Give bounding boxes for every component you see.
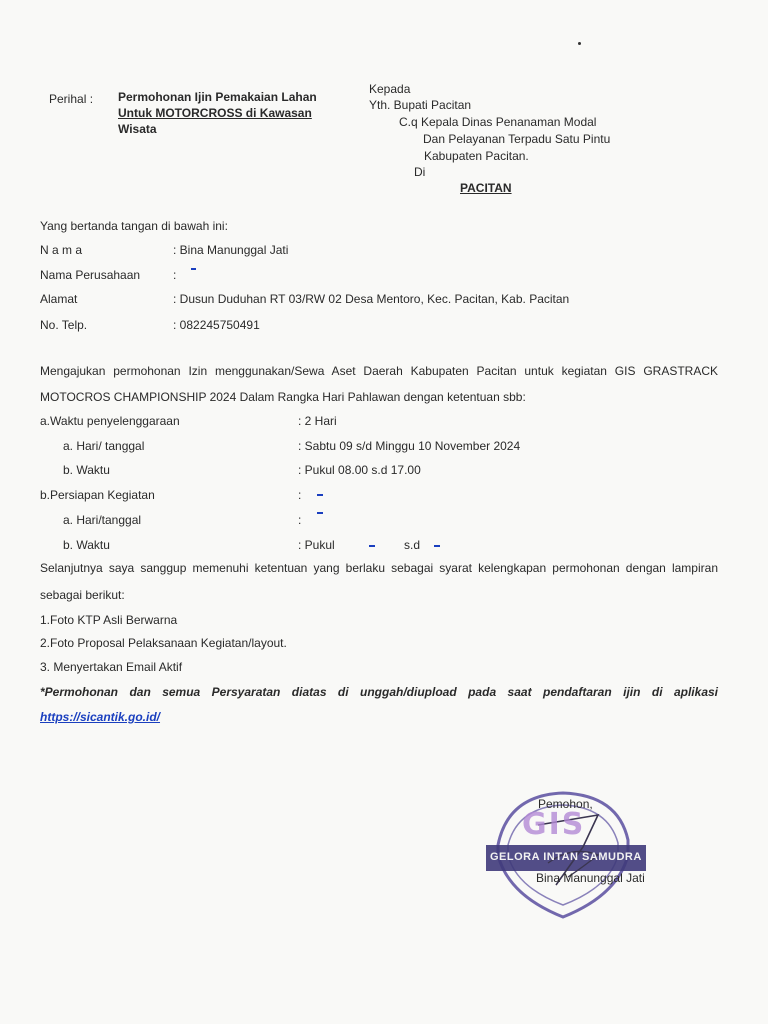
- to-line-2: Yth. Bupati Pacitan: [369, 98, 472, 112]
- perihal-line-1: Permohonan Ijin Pemakaian Lahan: [118, 90, 317, 104]
- closing-line-1: Selanjutnya saya sanggup memenuhi ketentuan yang berlaku sebagai syarat kelengkapan permohonan dengan lampiran: [40, 561, 718, 575]
- perihal-line-2: Untuk MOTORCROSS di Kawasan: [118, 106, 312, 120]
- perihal-label: Perihal :: [49, 92, 94, 106]
- signature-name: Bina Manunggal Jati: [536, 871, 645, 885]
- pen-mark: [434, 545, 440, 547]
- phone-label: No. Telp.: [40, 318, 88, 332]
- request-line-1: Mengajukan permohonan Izin menggunakan/Sewa Aset Daerah Kabupaten Pacitan untuk kegiatan GIS GRASTRACK: [40, 364, 718, 378]
- prep-date-value: :: [298, 513, 302, 527]
- schedule-time-value: : Pukul 08.00 s.d 17.00: [298, 463, 421, 477]
- prep-time-value: : Pukul: [298, 538, 335, 552]
- request-line-2: MOTOCROS CHAMPIONSHIP 2024 Dalam Rangka Hari Pahlawan dengan ketentuan sbb:: [40, 390, 526, 404]
- to-line-5: Kabupaten Pacitan.: [424, 149, 529, 163]
- address-value: : Dusun Duduhan RT 03/RW 02 Desa Mentoro, Kec. Pacitan, Kab. Pacitan: [173, 292, 570, 306]
- signature-block: [478, 785, 654, 925]
- schedule-duration-label: a.Waktu penyelenggaraan: [40, 414, 180, 428]
- city-title: PACITAN: [460, 181, 512, 195]
- company-label: Nama Perusahaan: [40, 268, 141, 282]
- schedule-duration-value: : 2 Hari: [298, 414, 337, 428]
- attachment-1: 1.Foto KTP Asli Berwarna: [40, 613, 178, 627]
- prep-time-label: b. Waktu: [63, 538, 110, 552]
- schedule-date-label: a. Hari/ tanggal: [63, 439, 145, 453]
- sicantik-link[interactable]: https://sicantik.go.id/: [40, 710, 161, 724]
- attachment-3: 3. Menyertakan Email Aktif: [40, 660, 183, 674]
- prep-date-label: a. Hari/tanggal: [63, 513, 142, 527]
- schedule-time-label: b. Waktu: [63, 463, 110, 477]
- pen-mark: [191, 268, 196, 270]
- prep-label: b.Persiapan Kegiatan: [40, 488, 155, 502]
- attachment-2: 2.Foto Proposal Pelaksanaan Kegiatan/layout.: [40, 636, 287, 650]
- prep-time-until: s.d: [404, 538, 421, 552]
- prep-value: :: [298, 488, 302, 502]
- pen-mark: [317, 512, 323, 514]
- signature-role: Pemohon,: [538, 797, 593, 811]
- upload-note: *Permohonan dan semua Persyaratan diatas di unggah/diupload pada saat pendaftaran ijin di aplikasi: [40, 685, 718, 699]
- to-line-1: Kepada: [369, 82, 411, 96]
- pen-mark: [369, 545, 375, 547]
- intro-text: Yang bertanda tangan di bawah ini:: [40, 219, 228, 233]
- company-value: :: [173, 268, 177, 282]
- to-line-6: Di: [414, 165, 426, 179]
- perihal-line-3: Wisata: [118, 122, 157, 136]
- applicant-name-label: N a m a: [40, 243, 83, 257]
- closing-line-2: sebagai berikut:: [40, 588, 125, 602]
- phone-value: : 082245750491: [173, 318, 260, 332]
- stamp-text: GELORA INTAN SAMUDRA: [490, 851, 642, 863]
- to-line-3: C.q Kepala Dinas Penanaman Modal: [399, 115, 597, 129]
- scan-speck: [578, 42, 581, 45]
- applicant-name-value: : Bina Manunggal Jati: [173, 243, 289, 257]
- stamp-logo: GIS: [522, 807, 586, 842]
- to-line-4: Dan Pelayanan Terpadu Satu Pintu: [423, 132, 611, 146]
- schedule-date-value: : Sabtu 09 s/d Minggu 10 November 2024: [298, 439, 521, 453]
- pen-mark: [317, 494, 323, 496]
- address-label: Alamat: [40, 292, 78, 306]
